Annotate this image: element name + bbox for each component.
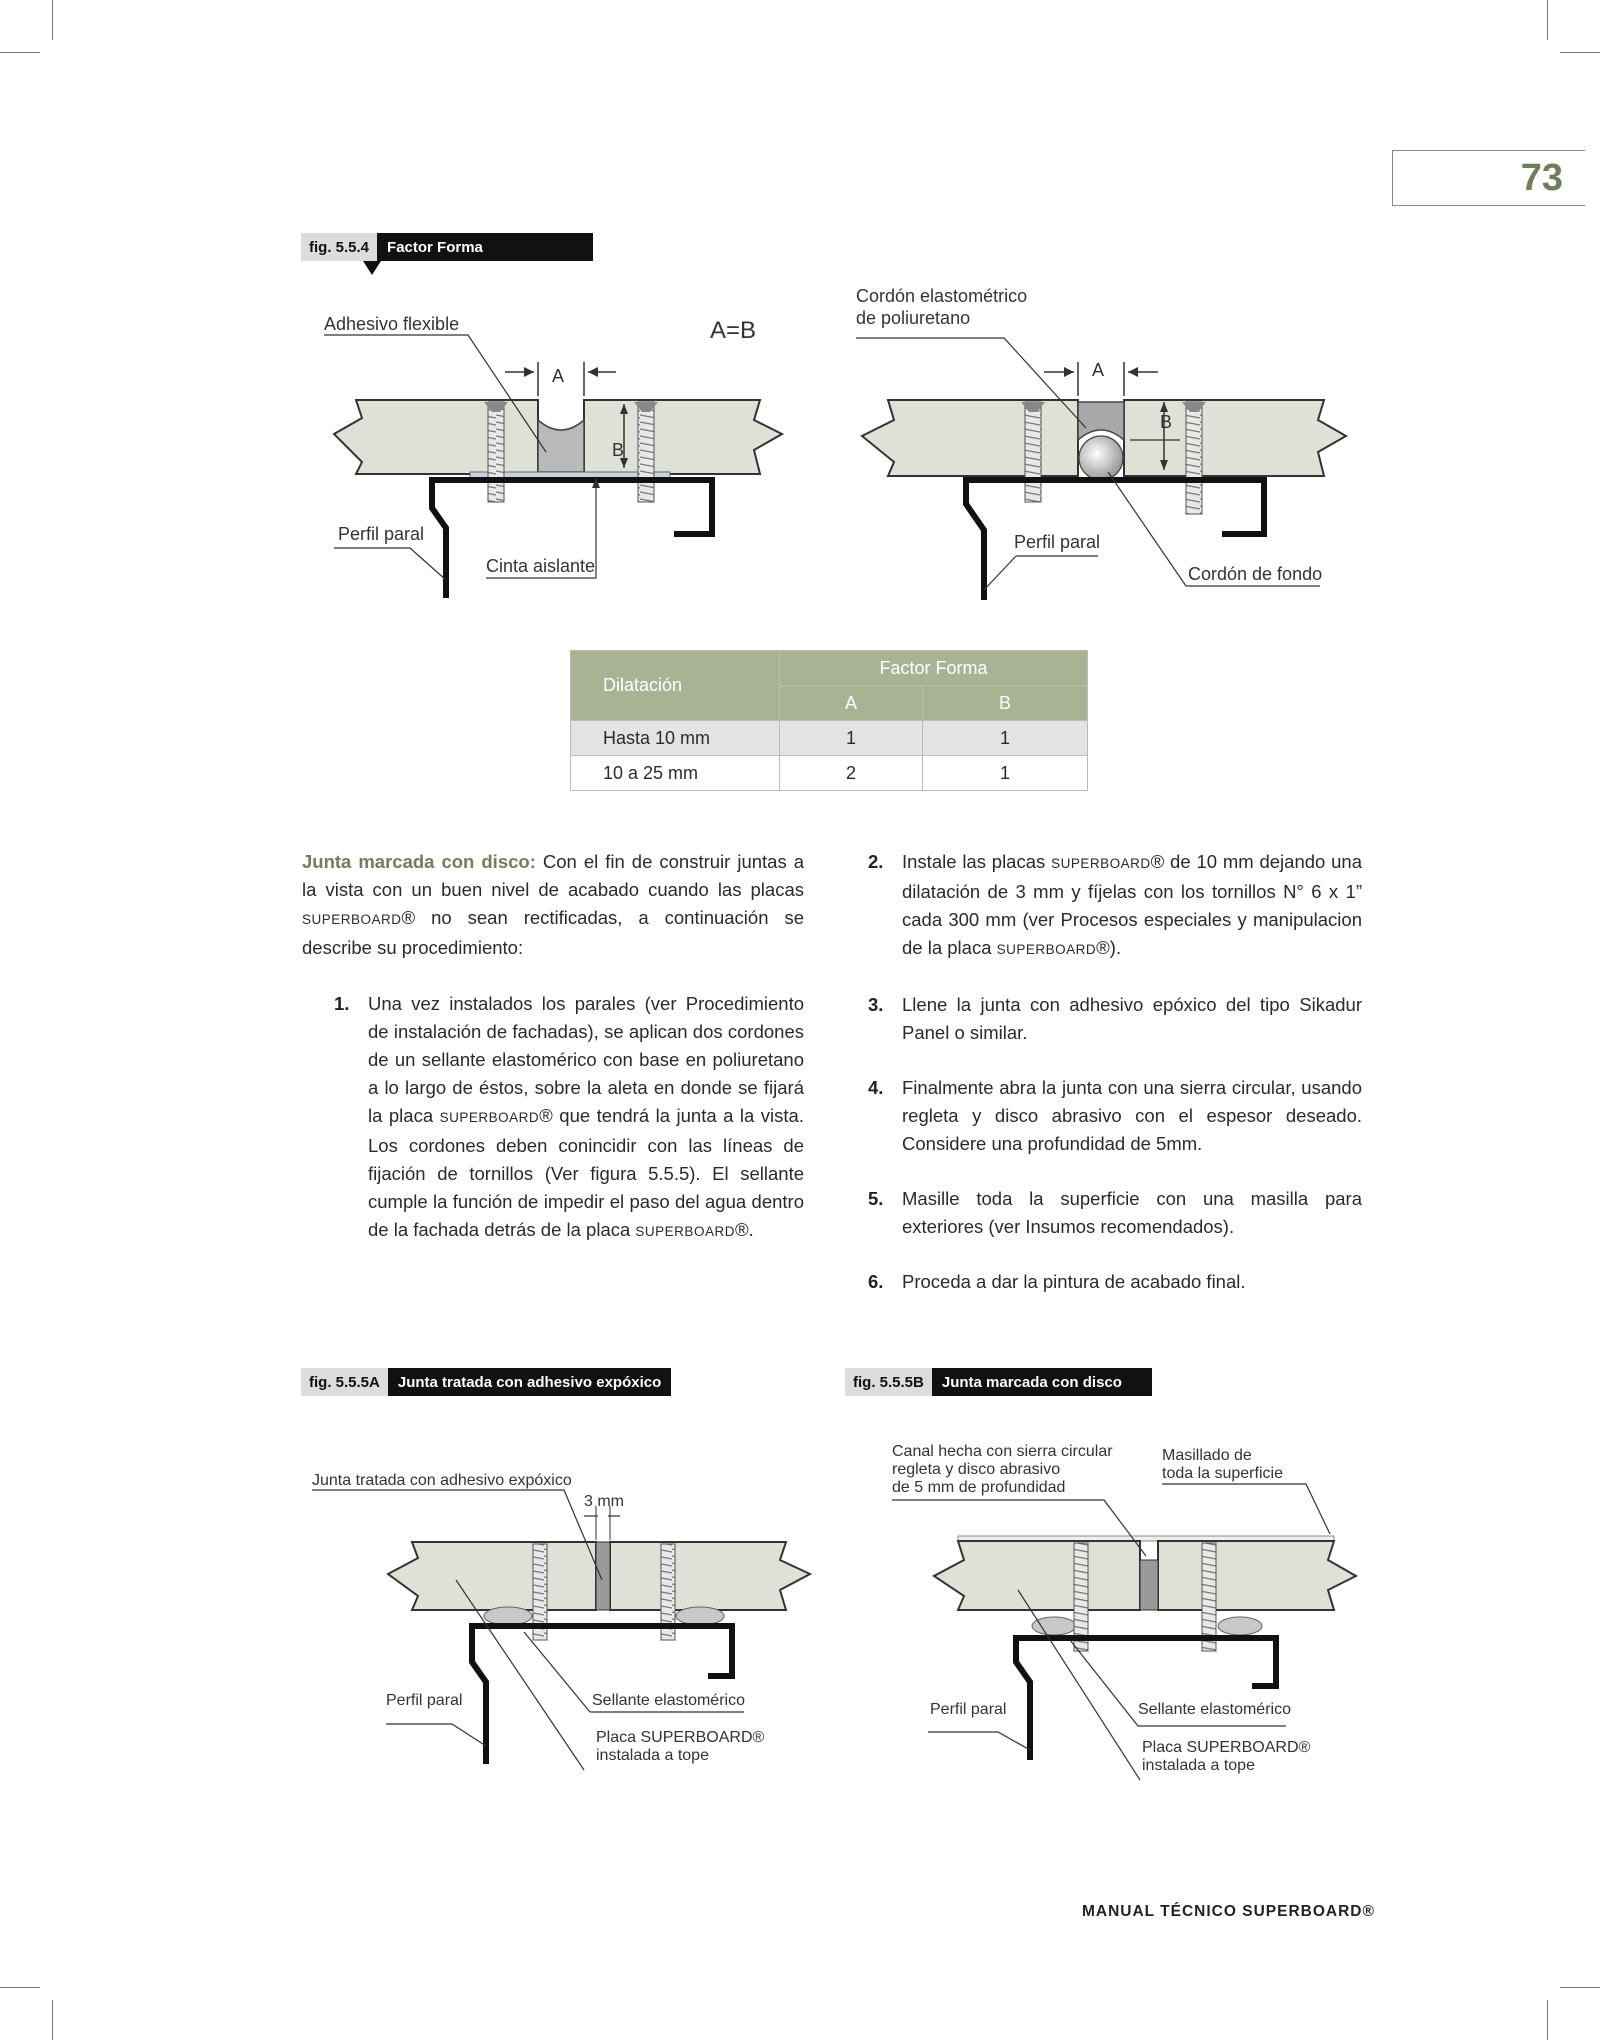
figure-title: Junta tratada con adhesivo expóxico [388, 1368, 671, 1396]
step-text: ® que tendrá la junta a la vista. Los cordones deben conincidir con las líneas de fijación de tornillos (Ver figura 5.5.5). El sellante cumple la función de impedir el paso del agua dentro de la fachada detrás de la placa [368, 1105, 804, 1240]
label-sellante-a: Sellante elastomérico [592, 1692, 745, 1709]
footer-manual-title: MANUAL TÉCNICO SUPERBOARD® [1082, 1903, 1375, 1920]
step-5 [868, 1185, 1362, 1241]
backer-rod [1079, 436, 1123, 480]
screw-b-left [1074, 1543, 1088, 1651]
brand-superboard: SUPERBOARD [1051, 856, 1151, 871]
sealant-bead [1078, 402, 1124, 440]
step-text: Instale las placas [902, 851, 1052, 872]
brand-superboard: SUPERBOARD [439, 1110, 540, 1125]
label-perfil-paral-left: Perfil paral [338, 524, 425, 544]
label-masillado-1: Masillado de [1162, 1447, 1252, 1464]
intro-text: Con el fin de construir juntas a la vista con un buen nivel de acabado cuando las placas [302, 851, 804, 900]
figure-label-555a [301, 1368, 671, 1396]
left-column [302, 848, 804, 1273]
label-placa-a-2: instalada a tope [596, 1747, 709, 1764]
label-adhesivo-flexible: Adhesivo flexible [324, 314, 460, 334]
table-header-a: A [780, 686, 923, 721]
step-text: ®). [1096, 937, 1122, 958]
crop-mark [52, 2000, 53, 2040]
sealant-bead-left [484, 1607, 532, 1625]
disc-channel [1140, 1560, 1158, 1610]
screw-right [638, 402, 654, 502]
figure-title: Factor Forma [377, 233, 593, 261]
label-junta-tratada: Junta tratada con adhesivo expóxico [312, 1472, 572, 1489]
step-text: Una vez instalados los parales (ver Procedimiento de instalación de fachadas), se aplican dos cordones de un sellante elastomérico con base en poliuretano a lo largo de éstos, sobre la aleta en donde se fijará la placa [368, 993, 804, 1126]
table-cell-b: 1 [923, 721, 1088, 756]
diagram-factor-forma [0, 0, 1600, 640]
label-canal-1: Canal hecha con sierra circular [892, 1443, 1113, 1460]
epoxy-joint [596, 1542, 610, 1610]
screw-right-r [1186, 402, 1202, 514]
board-right-r [1124, 400, 1346, 476]
crop-mark [1547, 2000, 1548, 2040]
crop-mark [0, 1987, 40, 1988]
label-cordon-de-fondo: Cordón de fondo [1188, 564, 1323, 584]
board-left [334, 400, 538, 474]
label-cinta-aislante: Cinta aislante [486, 556, 596, 576]
step-2 [868, 848, 1362, 964]
step-number: 4. [868, 1077, 884, 1098]
section-lead: Junta marcada con disco: [302, 851, 536, 872]
table-header-b: B [923, 686, 1088, 721]
figure-number: fig. 5.5.5B [845, 1368, 932, 1396]
step-6 [868, 1268, 1362, 1296]
step-text: Finalmente abra la junta con una sierra circular, usando regleta y disco abrasivo con el espesor deseado. Considere una profundidad de 5mm. [902, 1077, 1362, 1154]
screw-left-r [1025, 402, 1041, 502]
table-cell-a: 1 [780, 721, 923, 756]
figure-number: fig. 5.5.5A [301, 1368, 388, 1396]
sealant-bead-right [676, 1607, 724, 1625]
sealant-bead-b-left [1032, 1617, 1076, 1635]
step-number: 3. [868, 994, 884, 1015]
step-text: ® de 10 mm dejando una dilatación de 3 mm y fíjelas con los tornillos N° 6 x 1” cada 300 mm (ver Procesos especiales y manipulacion de la placa [902, 851, 1362, 958]
label-cordon-elastomerico-2: de poliuretano [856, 308, 971, 328]
step-text: Llene la junta con adhesivo epóxico del tipo Sikadur Panel o similar. [902, 994, 1362, 1043]
board-right [584, 400, 782, 474]
label-gap-3mm: 3 mm [584, 1493, 624, 1510]
label-sellante-b: Sellante elastomérico [1138, 1701, 1291, 1718]
board-b-right [1158, 1541, 1356, 1610]
step-number: 5. [868, 1188, 884, 1209]
step-text: Masille toda la superficie con una masilla para exteriores (ver Insumos recomendados). [902, 1188, 1362, 1237]
label-placa-b-2: instalada a tope [1142, 1757, 1255, 1774]
label-perfil-paral-a: Perfil paral [386, 1692, 463, 1709]
label-dim-a-left: A [552, 366, 565, 386]
table-cell-dilatacion: 10 a 25 mm [571, 756, 780, 791]
table-cell-a: 2 [780, 756, 923, 791]
step-3 [868, 991, 1362, 1047]
sealant-bead-b-right [1218, 1617, 1262, 1635]
label-canal-2: regleta y disco abrasivo [892, 1461, 1061, 1478]
board-b-left [934, 1541, 1140, 1610]
label-canal-3: de 5 mm de profundidad [892, 1479, 1066, 1496]
table-row [571, 756, 1088, 791]
step-number: 1. [334, 993, 350, 1014]
step-number: 6. [868, 1271, 884, 1292]
board-a-left [388, 1542, 596, 1610]
crop-mark [1560, 1987, 1600, 1988]
screw-left [488, 402, 504, 502]
fig-555a-diagram [312, 1490, 810, 1770]
intro-text-2: ® no sean rectificadas, a continuación se describe su procedimiento: [302, 907, 804, 958]
factor-forma-table [570, 650, 1088, 791]
table-row [571, 721, 1088, 756]
table-cell-b: 1 [923, 756, 1088, 791]
brand-superboard: SUPERBOARD [635, 1224, 735, 1239]
table-header-dilatacion: Dilatación [571, 651, 780, 721]
label-placa-a-1: Placa SUPERBOARD® [596, 1729, 765, 1746]
fig-555b-diagram [892, 1484, 1356, 1780]
step-text: ®. [734, 1219, 754, 1240]
stud-profile [432, 480, 712, 598]
brand-superboard: SUPERBOARD [996, 942, 1097, 957]
figure-title: Junta marcada con disco [932, 1368, 1152, 1396]
label-dim-a-right: A [1092, 360, 1105, 380]
label-cordon-elastomerico-1: Cordón elastométrico [856, 286, 1028, 306]
intro-paragraph [302, 848, 804, 962]
diagram-figure-555 [0, 1400, 1600, 1800]
step-number: 2. [868, 851, 884, 872]
step-4 [868, 1074, 1362, 1158]
label-masillado-2: toda la superficie [1162, 1465, 1283, 1482]
step-text: Proceda a dar la pintura de acabado final. [902, 1271, 1246, 1292]
label-perfil-paral-b: Perfil paral [930, 1701, 1007, 1718]
board-left-r [862, 400, 1078, 476]
right-column [868, 848, 1362, 1323]
screw-b-right [1202, 1543, 1216, 1651]
figure-label-555b [845, 1368, 1152, 1396]
table-header-factor-forma: Factor Forma [780, 651, 1088, 686]
page-number: 73 [1520, 157, 1563, 199]
adhesive [538, 420, 584, 472]
label-perfil-paral-right: Perfil paral [1014, 532, 1101, 552]
board-a-right [610, 1542, 810, 1610]
brand-superboard: SUPERBOARD [302, 912, 402, 927]
label-dim-b-left: B [612, 440, 625, 460]
label-dim-b-right: B [1160, 412, 1173, 432]
step-1 [334, 990, 804, 1246]
figure-number: fig. 5.5.4 [301, 233, 377, 261]
label-placa-b-1: Placa SUPERBOARD® [1142, 1739, 1311, 1756]
label-equation: A=B [710, 317, 757, 344]
table-cell-dilatacion: Hasta 10 mm [571, 721, 780, 756]
